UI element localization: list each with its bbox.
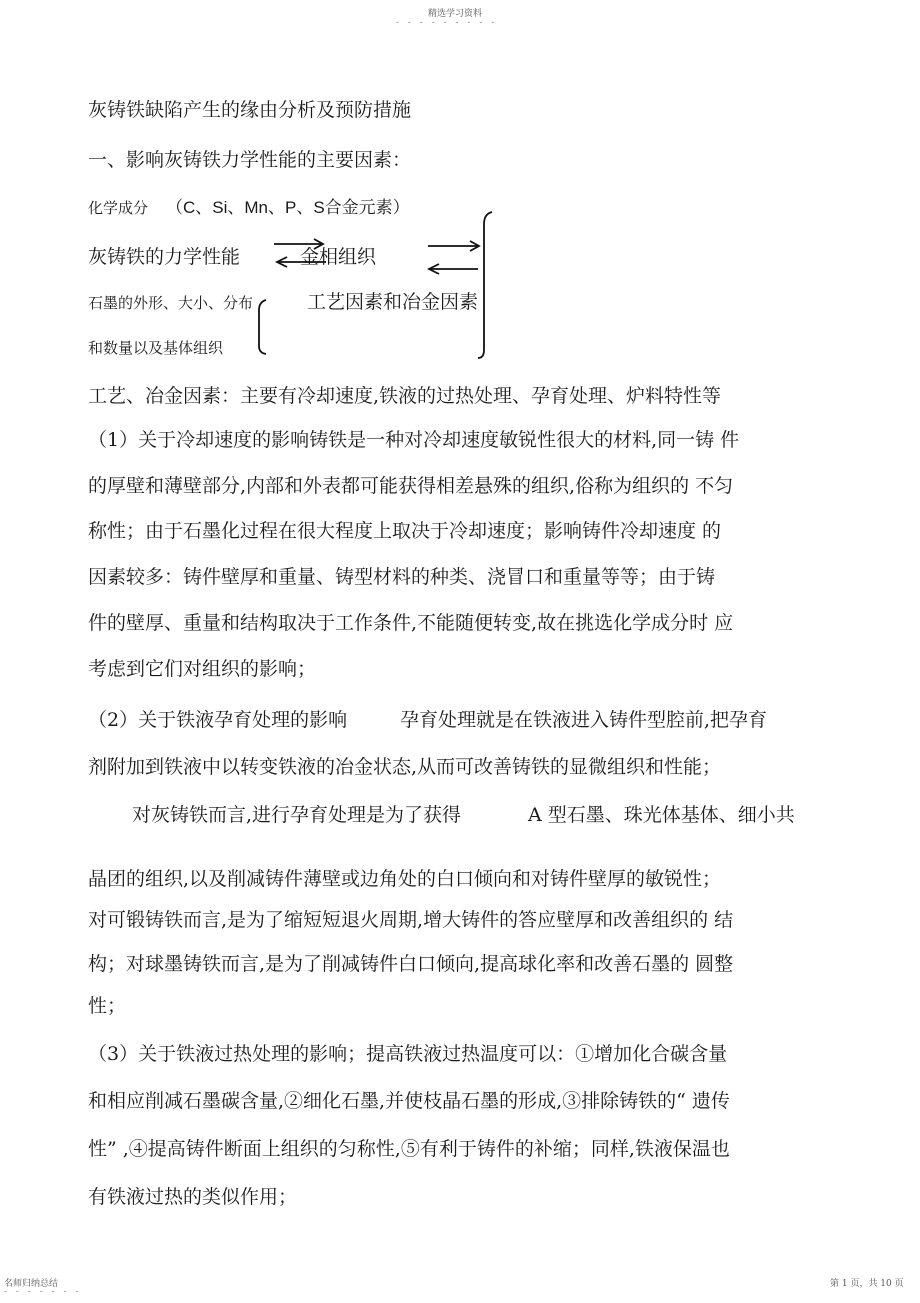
para3-line: 性” ,④提高铸件断面上组织的匀称性,⑤有利于铸件的补缩；同样,铁液保温也 bbox=[88, 1138, 730, 1160]
para1-line: 称性；由于石墨化过程在很大程度上取决于冷却速度；影响铸件冷却速度 的 bbox=[88, 520, 722, 542]
section-heading: 一、影响灰铸铁力学性能的主要因素： bbox=[88, 149, 412, 171]
footer-left-dashes: - - - - - - - bbox=[4, 1287, 82, 1297]
doc-title: 灰铸铁缺陷产生的缘由分析及预防措施 bbox=[88, 99, 412, 121]
diagram-graphite-line1: 石墨的外形、大小、分布 bbox=[88, 294, 254, 312]
para2-line: 晶团的组织,以及削减铸件薄壁或边角处的白口倾向和对铸件壁厚的敏锐性； bbox=[88, 868, 722, 890]
diagram-arrows bbox=[0, 0, 920, 400]
para2-line2: 剂附加到铁液中以转变铁液的冶金状态,从而可改善铸铁的显微组织和性能； bbox=[88, 756, 722, 778]
para1-line: 考虑到它们对组织的影响； bbox=[88, 658, 317, 680]
para2-line: 性； bbox=[88, 995, 127, 1017]
footer-left: 名师归纳总结 bbox=[4, 1279, 59, 1289]
diagram-mechanical: 灰铸铁的力学性能 bbox=[88, 246, 241, 268]
header-dashes: - - - - - - - - - bbox=[396, 18, 498, 28]
factors-line: 工艺、冶金因素：主要有冷却速度,铁液的过热处理、孕育处理、炉料特性等 bbox=[88, 385, 722, 407]
diagram-process-factors: 工艺因素和冶金因素 bbox=[307, 291, 479, 313]
header-title: 精选学习资料 bbox=[428, 9, 483, 19]
para2-line1-a: （2）关于铁液孕育处理的影响 bbox=[88, 709, 348, 731]
para1-line: 的厚壁和薄壁部分,内部和外表都可能获得相差悬殊的组织,俗称为组织的 不匀 bbox=[88, 475, 734, 497]
para1-line: （1）关于冷却速度的影响铸铁是一种对冷却速度敏锐性很大的材料,同一铸 件 bbox=[88, 429, 740, 451]
para3-line: （3）关于铁液过热处理的影响；提高铁液过热温度可以：①增加化合碳含量 bbox=[88, 1043, 728, 1065]
diagram-metallographic: 金相组织 bbox=[300, 246, 377, 268]
footer-page-number: 第 1 页，共 10 页 bbox=[830, 1279, 904, 1289]
para2-line: 对可锻铸铁而言,是为了缩短短退火周期,增大铸件的答应壁厚和改善组织的 结 bbox=[88, 909, 734, 931]
para3-line: 和相应削减石墨碳含量,②细化石墨,并使枝晶石墨的形成,③排除铸铁的“ 遗传 bbox=[88, 1090, 730, 1112]
para3-line: 有铁液过热的类似作用； bbox=[88, 1186, 298, 1208]
bracket-right bbox=[478, 212, 492, 358]
para1-line: 因素较多：铸件壁厚和重量、铸型材料的种类、浇冒口和重量等等；由于铸 bbox=[88, 566, 716, 588]
diagram-chemistry-elements: （C、Si、Mn、P、S合金元素） bbox=[166, 198, 410, 217]
para2-line3-b: A 型石墨、珠光体基体、细小共 bbox=[528, 804, 795, 826]
diagram-chemistry: 化学成分 bbox=[88, 199, 149, 217]
para2-line1-b: 孕育处理就是在铁液进入铸件型腔前,把孕育 bbox=[400, 709, 768, 731]
para2-line: 构；对球墨铸铁而言,是为了削减铸件白口倾向,提高球化率和改善石墨的 圆整 bbox=[88, 953, 734, 975]
para1-line: 件的壁厚、重量和结构取决于工作条件,不能随便转变,故在挑选化学成分时 应 bbox=[88, 612, 734, 634]
diagram-graphite-line2: 和数量以及基体组织 bbox=[88, 339, 224, 357]
bracket-left bbox=[259, 300, 266, 354]
para2-line3-a: 对灰铸铁而言,进行孕育处理是为了获得 bbox=[132, 804, 462, 826]
